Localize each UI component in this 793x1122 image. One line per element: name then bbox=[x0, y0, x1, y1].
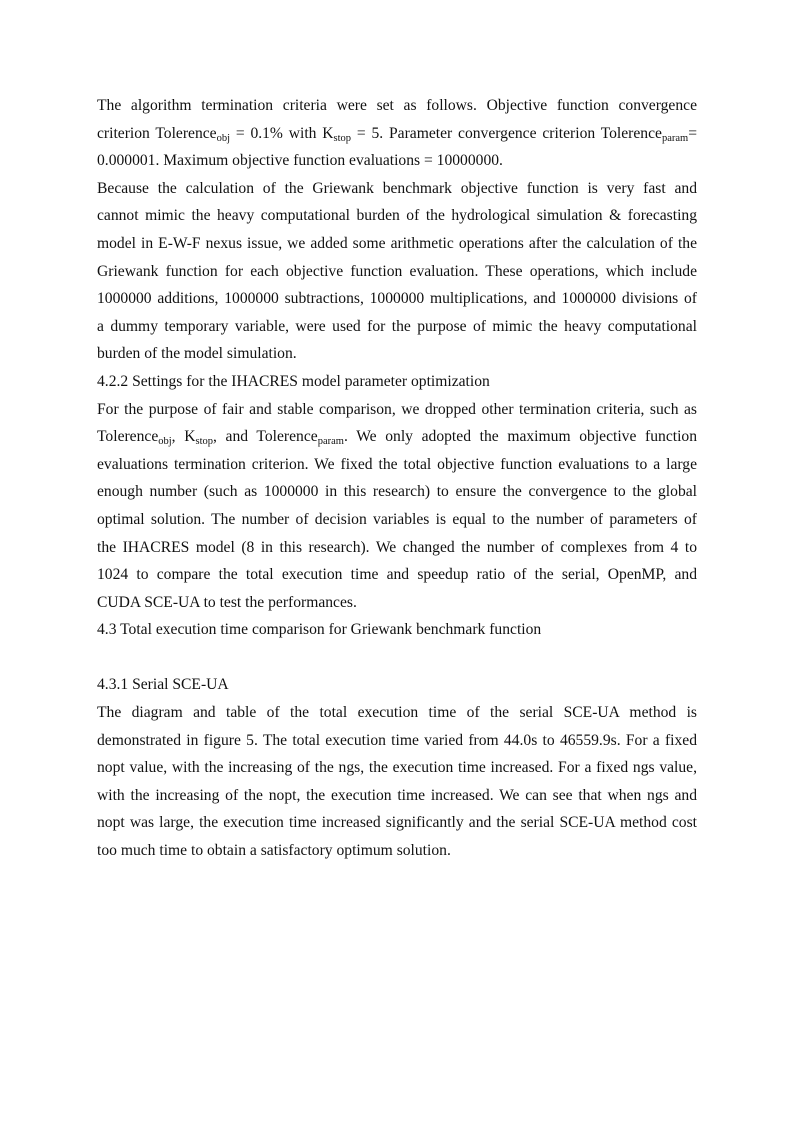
text-line: nopt was large, the execution time increased significantly and the serial SCE-UA method cost bbox=[97, 814, 697, 832]
text-line: 0.000001. Maximum objective function evaluations = 10000000. bbox=[97, 152, 503, 170]
subscript: obj bbox=[158, 436, 172, 448]
text-line: a dummy temporary variable, were used for the purpose of mimic the heavy computational bbox=[97, 317, 697, 335]
text-line: cannot mimic the heavy computational burden of the hydrological simulation & forecasting bbox=[97, 207, 697, 225]
document-body bbox=[97, 92, 697, 865]
text-line: Griewank function for each objective function evaluation. These operations, which include bbox=[97, 262, 697, 280]
text-line: evaluations termination criterion. We fixed the total objective function evaluations to a large bbox=[97, 455, 697, 473]
text-line: The diagram and table of the total execution time of the serial SCE-UA method is bbox=[97, 704, 697, 722]
text-line: demonstrated in figure 5. The total execution time varied from 44.0s to 46559.9s. For a fixed bbox=[97, 731, 697, 749]
paragraph-termination-criteria bbox=[97, 92, 697, 175]
text-line: 1000000 additions, 1000000 subtractions, 1000000 multiplications, and 1000000 divisions of bbox=[97, 290, 697, 308]
text-line bbox=[97, 423, 697, 451]
section-heading-4-2-2: 4.2.2 Settings for the IHACRES model parameter optimization bbox=[97, 372, 490, 390]
text-span: . We only adopted the maximum objective function bbox=[343, 428, 697, 446]
text-line: with the increasing of the nopt, the execution time increased. We can see that when ngs and bbox=[97, 786, 697, 804]
paragraph-griewank-burden bbox=[97, 175, 697, 368]
text-line: enough number (such as 1000000 in this research) to ensure the convergence to the global bbox=[97, 483, 697, 501]
section-heading-4-3-1: 4.3.1 Serial SCE-UA bbox=[97, 676, 229, 694]
text-line: CUDA SCE-UA to test the performances. bbox=[97, 593, 357, 611]
text-span: criterion Tolerence bbox=[97, 124, 217, 142]
section-heading-4-3: 4.3 Total execution time comparison for Griewank benchmark function bbox=[97, 621, 542, 639]
text-line: For the purpose of fair and stable comparison, we dropped other termination criteria, such as bbox=[97, 400, 697, 418]
subscript: stop bbox=[195, 436, 213, 448]
text-span: Tolerence bbox=[97, 428, 159, 446]
text-span: = 5. Parameter convergence criterion Tolerence bbox=[351, 124, 662, 142]
text-span: = bbox=[688, 124, 697, 142]
text-line: nopt value, with the increasing of the ngs, the execution time increased. For a fixed ngs value, bbox=[97, 759, 697, 777]
text-span: , and Tolerence bbox=[213, 428, 318, 446]
text-line: the IHACRES model (8 in this research). We changed the number of complexes from 4 to bbox=[97, 538, 697, 556]
text-line: Because the calculation of the Griewank benchmark objective function is very fast and bbox=[97, 179, 697, 197]
text-line: 1024 to compare the total execution time and speedup ratio of the serial, OpenMP, and bbox=[97, 566, 697, 584]
text-line bbox=[97, 120, 697, 148]
text-span: , K bbox=[171, 428, 196, 446]
blank-line bbox=[97, 644, 697, 672]
text-line: The algorithm termination criteria were set as follows. Objective function convergence bbox=[97, 97, 697, 114]
paragraph-serial-sce-ua bbox=[97, 699, 697, 865]
text-line: optimal solution. The number of decision variables is equal to the number of parameters of bbox=[97, 510, 697, 528]
subscript: obj bbox=[216, 132, 231, 144]
text-line: model in E-W-F nexus issue, we added some arithmetic operations after the calculation of the bbox=[97, 234, 697, 252]
text-span: = 0.1% with K bbox=[230, 124, 334, 142]
text-line: burden of the model simulation. bbox=[97, 345, 297, 363]
text-line: too much time to obtain a satisfactory optimum solution. bbox=[97, 842, 451, 860]
subscript: stop bbox=[333, 132, 352, 144]
subscript: param bbox=[317, 436, 344, 448]
paragraph-ihacres-settings bbox=[97, 396, 697, 617]
subscript: param bbox=[661, 132, 689, 144]
